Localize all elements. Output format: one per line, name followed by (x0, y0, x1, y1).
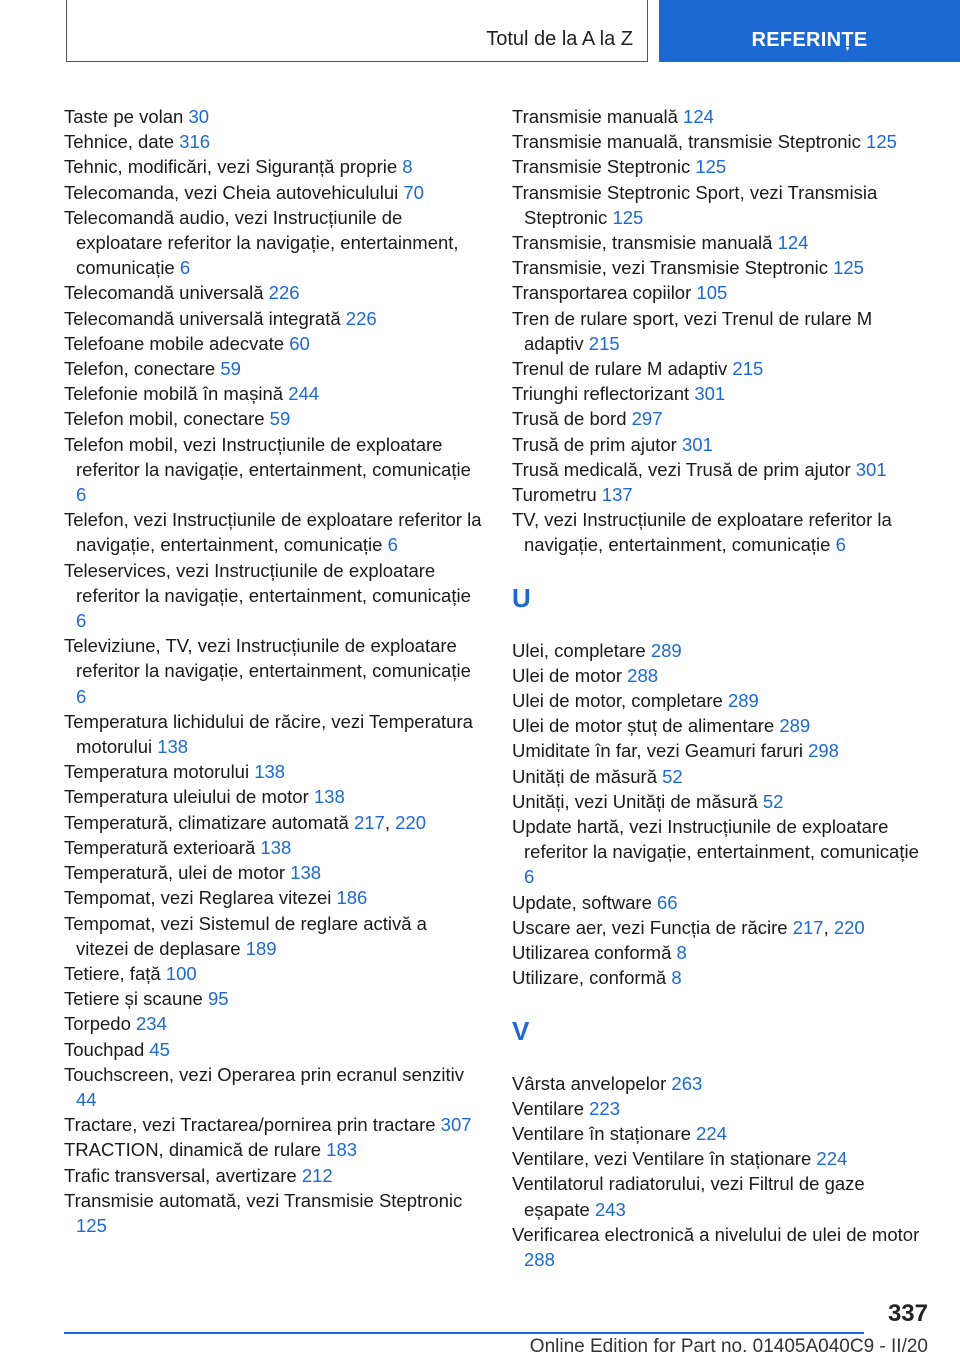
footer-divider (64, 1332, 864, 1334)
index-entry (64, 129, 484, 154)
page-reference-link[interactable]: 59 (220, 358, 241, 380)
index-entry (512, 688, 932, 713)
page-reference-link[interactable]: 215 (732, 358, 764, 380)
index-entry (512, 663, 932, 688)
index-entry-text: Unități de măsură (512, 765, 657, 787)
index-entry-text: Tetiere, față (64, 962, 161, 984)
index-entry-text: Ventilare în staționare (512, 1122, 691, 1144)
index-entry-text: Transmisie Steptronic (512, 156, 691, 178)
index-entry-text: Trusă de bord (512, 408, 627, 430)
index-entry-text: Telecomanda, vezi Cheia autovehiculului (64, 181, 399, 203)
index-entry-text: Tren de rulare sport, vezi Trenul de rulare M adaptiv (512, 307, 873, 354)
page-reference-link[interactable]: 289 (779, 715, 811, 737)
page-reference-link[interactable]: 234 (136, 1013, 167, 1035)
page-reference-link[interactable]: 263 (671, 1072, 703, 1094)
index-entry (64, 558, 484, 634)
index-entry-text: Temperatură exterioară (64, 836, 256, 858)
index-entry-text: Ventilare (512, 1097, 584, 1119)
page-reference-link[interactable]: 52 (662, 765, 683, 787)
index-entry (64, 432, 484, 508)
page-reference-link[interactable]: 138 (260, 836, 292, 858)
section-letter-u: U (512, 582, 531, 613)
index-entry-text: Tempomat, vezi Reglarea vitezei (64, 887, 332, 909)
index-entry (512, 306, 932, 356)
footer-edition: Online Edition for Part no. 01405A040C9 - II/20 (529, 1336, 928, 1357)
index-entry-text: Ulei, completare (512, 639, 646, 661)
page-reference-link[interactable]: 316 (179, 131, 211, 153)
index-entry-text: Torpedo (64, 1013, 131, 1035)
index-entry (512, 1146, 932, 1171)
index-entry (64, 860, 484, 885)
index-entry (64, 280, 484, 305)
index-entry (64, 784, 484, 809)
page-reference-link[interactable]: 186 (336, 887, 368, 909)
index-entry-text: Telefoane mobile adecvate (64, 332, 285, 354)
index-list-t (512, 104, 932, 558)
page-reference-link[interactable]: 289 (727, 690, 759, 712)
index-entry (64, 180, 484, 205)
page-reference-link[interactable]: 224 (696, 1122, 727, 1144)
page-reference-link[interactable]: 298 (808, 740, 839, 762)
page-reference-link[interactable]: 52 (762, 790, 784, 812)
index-entry (64, 356, 484, 381)
index-entry (64, 911, 484, 961)
index-entry-text: Telefonie mobilă în mașină (64, 383, 284, 405)
index-entry-text: TRACTION, dinamică de rulare (64, 1139, 322, 1161)
index-entry-text: Tehnice, date (64, 131, 175, 153)
page-reference-link[interactable]: 8 (671, 967, 682, 989)
page-reference-link[interactable]: 226 (345, 307, 377, 329)
page-reference-link[interactable]: 45 (149, 1038, 170, 1060)
index-entry (64, 1112, 484, 1137)
index-entry (512, 965, 932, 990)
page-reference-link[interactable]: 6 (76, 685, 87, 707)
page-reference-link[interactable]: 44 (76, 1088, 97, 1110)
index-entry (512, 356, 932, 381)
index-entry-text: Verificarea electronică a nivelului de ulei de motor (512, 1223, 920, 1245)
index-entry-text: Ventilatorul radiatorului, vezi Filtrul de gaze eșapate (512, 1173, 865, 1220)
index-entry (512, 457, 932, 482)
page-reference-link[interactable]: 125 (866, 131, 897, 153)
page-reference-link[interactable]: 30 (188, 106, 210, 127)
page-reference-link[interactable]: 8 (676, 942, 687, 964)
index-entry: Uscare aer, vezi Funcția de răcire 217, 220 (512, 916, 865, 938)
page-reference-link[interactable]: 189 (245, 937, 277, 959)
index-entry (64, 205, 484, 281)
page-reference-link[interactable]: 6 (524, 866, 535, 888)
page-reference-link[interactable]: 215 (588, 332, 620, 354)
page-reference-link[interactable]: 288 (524, 1248, 555, 1270)
index-entry (512, 1071, 932, 1096)
index-entry-text: Update hartă, vezi Instrucțiunile de exploatare referitor la navigație, entertainment, comunicație (512, 816, 919, 863)
page-reference-link[interactable]: 60 (289, 332, 310, 354)
index-entry-text: Temperatura lichidului de răcire, vezi Temperatura motorului (64, 710, 473, 758)
page-reference-link[interactable]: 138 (313, 786, 345, 808)
page-reference-link[interactable]: 301 (855, 458, 887, 480)
index-entry-text: Tetiere și scaune (64, 988, 203, 1010)
index-entry (64, 1188, 484, 1238)
index-entry-text: Ventilare, vezi Ventilare în staționare (512, 1148, 812, 1170)
index-entry (512, 230, 932, 255)
index-entry (64, 961, 484, 986)
index-entry (64, 306, 484, 331)
section-title: Totul de la A la Z (486, 28, 633, 50)
page-reference-link[interactable]: 243 (594, 1198, 626, 1220)
index-entry-text: Telefon mobil, conectare (64, 408, 265, 430)
page-reference-link[interactable]: 138 (290, 862, 322, 884)
index-entry (512, 1096, 932, 1121)
page-reference-link[interactable]: 6 (387, 534, 398, 556)
index-entry (512, 1121, 932, 1146)
index-entry (512, 255, 932, 280)
index-entry-text: Televiziune, TV, vezi Instrucțiunile de exploatare referitor la navigație, entertainment, comunicație (64, 635, 471, 682)
index-entry (64, 759, 484, 784)
index-entry-text: Triunghi reflectorizant (512, 383, 690, 405)
index-entry-text: Trenul de rulare M adaptiv (512, 358, 728, 380)
page-reference-link[interactable]: 297 (631, 408, 663, 430)
index-entry (512, 381, 932, 406)
page-reference-link[interactable]: 125 (695, 156, 727, 178)
page-reference-link[interactable]: 66 (657, 891, 678, 913)
index-list-u (512, 638, 932, 991)
index-entry-text: Touchscreen, vezi Operarea prin ecranul senzitiv (64, 1063, 464, 1085)
page-reference-link[interactable]: 125 (612, 206, 644, 228)
page-reference-link[interactable]: 138 (254, 761, 286, 783)
index-entry-text: Umiditate în far, vezi Geamuri faruri (512, 740, 803, 762)
index-entry (512, 764, 932, 789)
page-reference-link[interactable]: 125 (76, 1214, 107, 1236)
index-entry-text: Ulei de motor, completare (512, 690, 723, 712)
index-entry-text: Tehnic, modificări, vezi Siguranță proprie (64, 156, 398, 178)
index-entry-text: Temperatura motorului (64, 761, 250, 783)
page-reference-link[interactable]: 137 (601, 484, 633, 506)
index-entry (64, 885, 484, 910)
index-entry (512, 507, 932, 557)
page-reference-link[interactable]: 95 (207, 988, 229, 1010)
page-reference-link[interactable]: 100 (165, 962, 197, 984)
section-letter-v: V (512, 1015, 530, 1046)
index-entry (64, 406, 484, 431)
page-reference-link[interactable]: 124 (777, 232, 809, 254)
index-entry (512, 154, 932, 179)
index-entry-text: Transmisie automată, vezi Transmisie Steptronic (64, 1189, 463, 1211)
index-entry-text: Unități, vezi Unități de măsură (512, 790, 758, 812)
index-entry-text: Transmisie, vezi Transmisie Steptronic (512, 257, 828, 279)
index-entry-text: Trusă de prim ajutor (512, 433, 677, 455)
index-entry-text: Touchpad (64, 1038, 145, 1060)
index-entry-text: Telefon mobil, vezi Instrucțiunile de exploatare referitor la navigație, entertainment, comunicație (64, 433, 471, 480)
index-entry (512, 406, 932, 431)
index-entry (512, 1171, 932, 1221)
page-reference-link[interactable]: 183 (326, 1139, 358, 1161)
index-entry-text: TV, vezi Instrucțiunile de exploatare referitor la navigație, entertainment, comunicație (512, 509, 892, 556)
index-entry (64, 1163, 484, 1188)
index-entry-text: Tractare, vezi Tractarea/pornirea prin tractare (64, 1114, 436, 1136)
index-entry (64, 507, 484, 557)
index-entry-text: Turometru (512, 484, 597, 506)
index-entry-text: Temperatură, ulei de motor (64, 862, 286, 884)
page-reference-link[interactable]: 6 (76, 610, 87, 632)
index-entry-text: Telefon, vezi Instrucțiunile de exploatare referitor la navigație, entertainment, comunicație (64, 509, 482, 556)
index-entry (512, 940, 932, 965)
index-entry (64, 154, 484, 179)
index-entry-text: Telecomandă audio, vezi Instrucțiunile de exploatare referitor la navigație, entertainment, comunicație (64, 206, 459, 279)
index-entry-text: Transmisie, transmisie manuală (512, 232, 773, 254)
index-entry-text: Telecomandă universală (64, 282, 264, 304)
page-reference-link[interactable]: 217 (792, 916, 824, 938)
page-number: 337 (887, 1300, 928, 1327)
index-entry-text: Temperatura uleiului de motor (64, 786, 309, 808)
index-entry (512, 432, 932, 457)
page-reference-link[interactable]: 220 (395, 811, 426, 833)
chapter-header (659, 0, 960, 62)
index-entry-text: Transportarea copiilor (512, 282, 692, 304)
index-entry-text: Ulei de motor (512, 664, 623, 686)
page-reference-link[interactable]: 288 (627, 664, 659, 686)
index-entry-text: Temperatură, climatizare automată (64, 811, 349, 833)
index-entry (512, 180, 932, 230)
index-entry-text: Transmisie manuală, transmisie Steptronic (512, 131, 861, 153)
index-list-left (64, 104, 484, 1238)
index-entry (64, 1137, 484, 1162)
index-entry-text: Vârsta anvelopelor (512, 1072, 667, 1094)
index-entry (512, 482, 932, 507)
index-entry: Temperatură, climatizare automată 217, 220 (64, 811, 426, 833)
index-list-v (512, 1071, 932, 1273)
index-entry (512, 638, 932, 663)
page-reference-link[interactable]: 6 (179, 257, 191, 279)
page-reference-link[interactable]: 217 (353, 811, 385, 833)
index-entry-text: Ulei de motor ștuț de alimentare (512, 715, 775, 737)
page-reference-link[interactable]: 59 (269, 408, 291, 430)
page-reference-link[interactable]: 8 (402, 156, 413, 178)
index-entry-text: Trusă medicală, vezi Trusă de prim ajutor (512, 458, 851, 480)
index-entry (512, 814, 932, 890)
index-entry (512, 1222, 932, 1272)
index-entry (512, 890, 932, 915)
index-entry (64, 1062, 484, 1112)
page-reference-link[interactable]: 212 (301, 1164, 333, 1186)
page-reference-link[interactable]: 138 (157, 736, 189, 758)
index-entry (64, 104, 484, 129)
index-entry (512, 713, 932, 738)
index-entry-text: Teleservices, vezi Instrucțiunile de exploatare referitor la navigație, entertainment, comunicație (64, 559, 471, 606)
page-reference-link[interactable]: 220 (833, 916, 865, 938)
index-entry (512, 789, 932, 814)
page-reference-link[interactable]: 301 (694, 383, 726, 405)
index-entry (64, 331, 484, 356)
index-entry-text: Telefon, conectare (64, 358, 216, 380)
page-reference-link[interactable]: 244 (288, 383, 320, 405)
page-reference-link[interactable]: 124 (683, 106, 714, 127)
index-entry-text: Update, software (512, 891, 652, 913)
index-entry (512, 129, 932, 154)
index-column-left (64, 104, 484, 1238)
index-entry (64, 835, 484, 860)
page-reference-link[interactable]: 224 (816, 1148, 848, 1170)
index-entry (512, 280, 932, 305)
index-entry-text: Transmisie manuală (512, 106, 678, 127)
page-reference-link[interactable]: 226 (268, 282, 300, 304)
index-entry-text: Uscare aer, vezi Funcția de răcire (512, 916, 788, 938)
index-entry-text: Tempomat, vezi Sistemul de reglare activă a vitezei de deplasare (64, 912, 427, 959)
index-entry (64, 1011, 484, 1036)
index-entry-text: Telecomandă universală integrată (64, 307, 341, 329)
chapter-title: REFERINȚE (751, 29, 868, 51)
index-entry-text: Utilizarea conformă (512, 942, 672, 964)
index-entry (64, 1037, 484, 1062)
page-reference-link[interactable]: 223 (589, 1097, 621, 1119)
page-reference-link[interactable]: 289 (650, 639, 682, 661)
page-reference-link[interactable]: 6 (76, 484, 87, 506)
index-column-right (512, 104, 932, 1272)
page-reference-link[interactable]: 307 (440, 1114, 472, 1136)
page-reference-link[interactable]: 301 (682, 433, 713, 455)
index-entry-text: Trafic transversal, avertizare (64, 1164, 297, 1186)
index-entry (64, 986, 484, 1011)
index-entry (512, 104, 932, 129)
index-entry (512, 738, 932, 763)
page-reference-link[interactable]: 125 (833, 257, 864, 279)
index-entry (64, 381, 484, 406)
index-entry-text: Utilizare, conformă (512, 967, 667, 989)
index-entry-text: Transmisie Steptronic Sport, vezi Transmisia Steptronic (512, 181, 878, 228)
page-reference-link[interactable]: 6 (835, 534, 846, 556)
index-entry (64, 633, 484, 709)
index-entry (64, 709, 484, 759)
index-entry-text: Taste pe volan (64, 106, 184, 127)
page-reference-link[interactable]: 70 (403, 181, 424, 203)
page-reference-link[interactable]: 105 (696, 282, 728, 304)
section-title-tab (66, 0, 648, 62)
